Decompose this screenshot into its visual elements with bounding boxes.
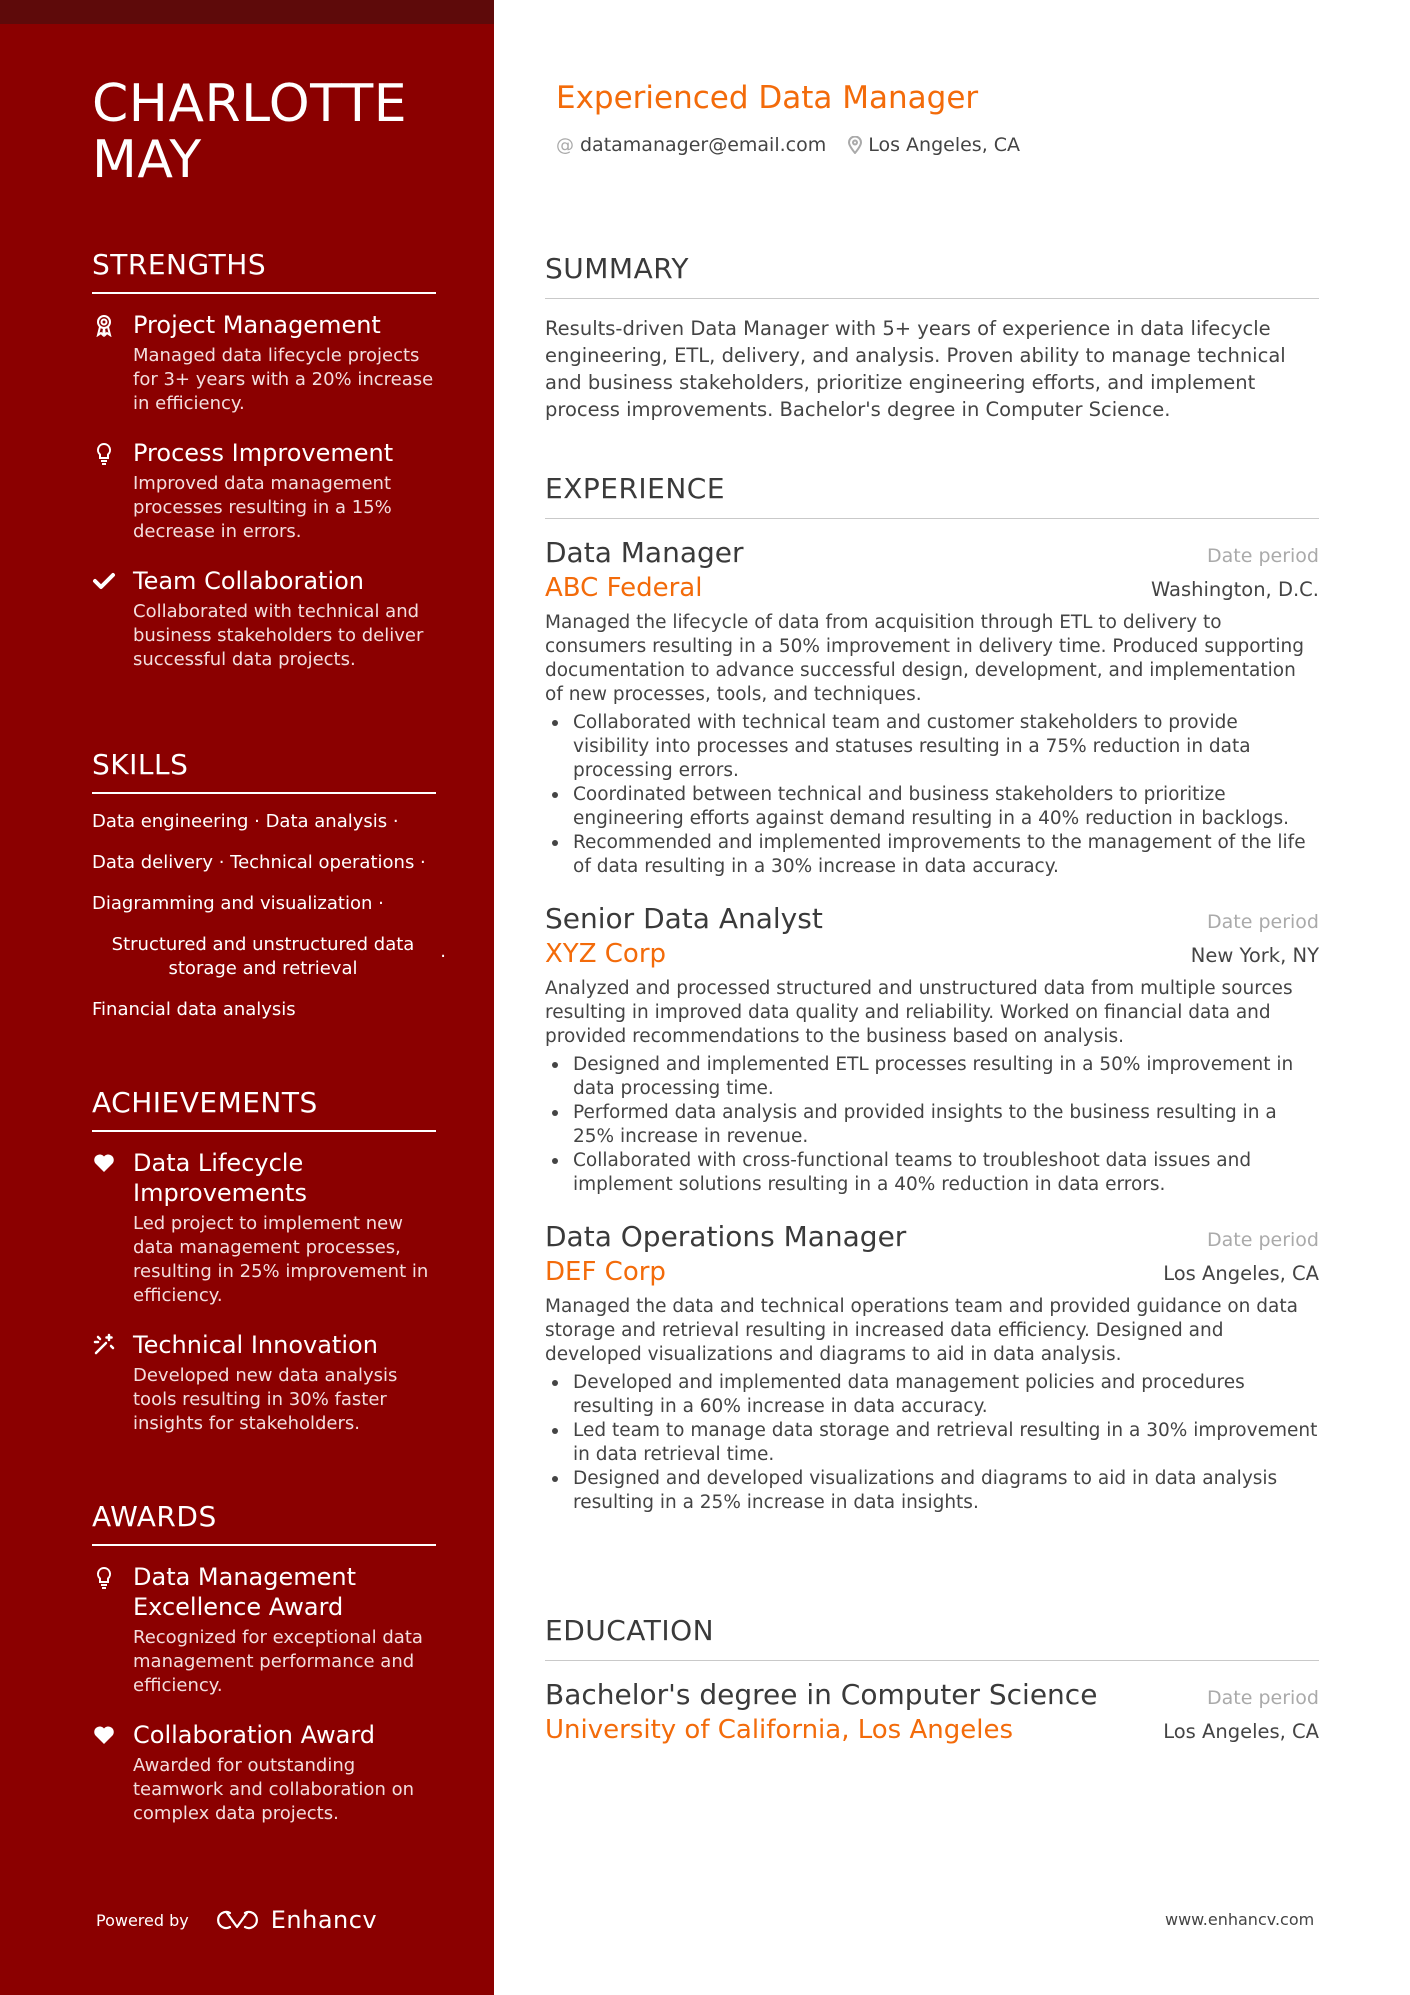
skills-heading: SKILLS xyxy=(92,748,436,794)
achievement-item xyxy=(92,1148,436,1308)
enhancv-brand: Enhancv xyxy=(270,1906,378,1934)
school-location: Los Angeles, CA xyxy=(1163,1720,1319,1743)
email-text: datamanager@email.com xyxy=(580,134,827,156)
job-bullet: Designed and developed visualizations and diagrams to aid in data analysis resulting in a 25% increase in data insights. xyxy=(545,1467,1319,1515)
skill-line xyxy=(92,933,446,981)
achievement-title: Data Lifecycle Improvements xyxy=(133,1149,307,1207)
company-name: DEF Corp xyxy=(545,1257,666,1287)
heart-icon xyxy=(92,1151,116,1175)
strength-desc: Improved data management processes resulting in a 15% decrease in errors. xyxy=(133,473,392,542)
job-description: Managed the lifecycle of data from acquisition through ETL to delivery to consumers resulting in a 50% improvement in delivery time. Produced supporting documentation to advance successful design, development, and implementation of new processes, tools, and techniques. xyxy=(545,612,1305,705)
achievement-item xyxy=(92,1330,436,1436)
sidebar-top-band xyxy=(0,0,494,24)
skill-text: Structured and unstructured data storage and retrieval xyxy=(111,934,415,979)
footer-url[interactable]: www.enhancv.com xyxy=(1165,1910,1315,1929)
sidebar xyxy=(0,0,494,1995)
at-icon: @ xyxy=(556,134,574,156)
contact-email[interactable] xyxy=(556,134,826,156)
achievement-title: Technical Innovation xyxy=(133,1331,378,1359)
job-title: Data Manager xyxy=(545,536,744,569)
experience-entry xyxy=(545,535,1319,879)
lightbulb-icon xyxy=(92,1565,116,1589)
checkmark-icon xyxy=(92,569,116,593)
job-bullet: Designed and implemented ETL processes resulting in a 50% improvement in data processing time. xyxy=(545,1053,1319,1101)
job-date: Date period xyxy=(1207,911,1319,933)
job-bullet: Collaborated with cross-functional teams to troubleshoot data issues and implement solutions resulting in a 40% reduction in data errors. xyxy=(545,1149,1319,1197)
candidate-name: CHARLOTTE MAY xyxy=(92,74,408,190)
award-title: Data Management Excellence Award xyxy=(133,1563,357,1621)
achievements-section xyxy=(92,1086,436,1458)
job-bullet: Collaborated with technical team and customer stakeholders to provide visibility into processes and statuses resulting in a 75% reduction in data processing errors. xyxy=(545,711,1319,783)
job-location: New York, NY xyxy=(1190,944,1319,967)
enhancv-logo-icon xyxy=(215,1908,261,1932)
achievement-desc: Developed new data analysis tools resulting in 30% faster insights for stakeholders. xyxy=(133,1365,398,1434)
job-bullet: Led team to manage data storage and retrieval resulting in a 30% improvement in data retrieval time. xyxy=(545,1419,1319,1467)
awards-heading: AWARDS xyxy=(92,1500,436,1546)
skill-line: Data delivery · Technical operations · xyxy=(92,852,426,873)
strengths-heading: STRENGTHS xyxy=(92,248,436,294)
strength-desc: Collaborated with technical and business stakeholders to deliver successful data projects. xyxy=(133,601,424,670)
award-item xyxy=(92,1562,436,1698)
education-entry xyxy=(545,1677,1319,1747)
magic-wand-icon xyxy=(92,1333,116,1357)
education-heading: EDUCATION xyxy=(545,1614,1319,1661)
achievements-heading: ACHIEVEMENTS xyxy=(92,1086,436,1132)
award-title: Collaboration Award xyxy=(133,1721,376,1749)
strength-title: Process Improvement xyxy=(133,439,394,467)
award-desc: Awarded for outstanding teamwork and collaboration on complex data projects. xyxy=(133,1755,414,1824)
contact-location xyxy=(848,134,1020,156)
award-item xyxy=(92,1720,436,1826)
education-section xyxy=(545,1614,1319,1769)
strength-item xyxy=(92,438,436,544)
job-description: Analyzed and processed structured and unstructured data from multiple sources resulting in improved data quality and reliability. Worked on financial data and provided recommendations to the business based on analysis. xyxy=(545,978,1293,1047)
summary-heading: SUMMARY xyxy=(545,252,1319,299)
degree-title: Bachelor's degree in Computer Science xyxy=(545,1678,1098,1711)
summary-text: Results-driven Data Manager with 5+ years of experience in data lifecycle engineering, ETL, delivery, and analysis. Proven ability to manage technical and business stakeholders, prioritize engineering efforts, and implement process improvements. Bachelor's degree in Computer Science. xyxy=(545,317,1286,421)
achievement-desc: Led project to implement new data management processes, resulting in 25% improvement in efficiency. xyxy=(133,1213,429,1306)
strength-item xyxy=(92,566,436,672)
job-bullets xyxy=(545,1371,1319,1515)
job-title: Data Operations Manager xyxy=(545,1220,907,1253)
strengths-section xyxy=(92,248,436,694)
powered-by xyxy=(96,1906,377,1934)
award-ribbon-icon xyxy=(92,313,116,337)
company-name: ABC Federal xyxy=(545,573,703,603)
job-bullet: Coordinated between technical and business stakeholders to prioritize engineering efforts against demand resulting in a 40% reduction in backlogs. xyxy=(545,783,1319,831)
job-date: Date period xyxy=(1207,545,1319,567)
experience-entry xyxy=(545,901,1319,1197)
award-desc: Recognized for exceptional data management performance and efficiency. xyxy=(133,1627,423,1696)
location-text: Los Angeles, CA xyxy=(868,134,1021,156)
skill-separator: · xyxy=(440,946,446,967)
job-headline: Experienced Data Manager xyxy=(556,80,979,116)
job-location: Los Angeles, CA xyxy=(1163,1262,1319,1285)
job-bullets xyxy=(545,711,1319,879)
skill-line: Financial data analysis xyxy=(92,999,296,1020)
strength-title: Team Collaboration xyxy=(133,567,365,595)
strength-title: Project Management xyxy=(133,311,381,339)
school-name: University of California, Los Angeles xyxy=(545,1715,1014,1745)
job-bullet: Performed data analysis and provided insights to the business resulting in a 25% increase in revenue. xyxy=(545,1101,1319,1149)
enhancv-logo[interactable] xyxy=(215,1906,377,1934)
job-title: Senior Data Analyst xyxy=(545,902,823,935)
job-date: Date period xyxy=(1207,1229,1319,1251)
powered-by-label: Powered by xyxy=(96,1910,189,1930)
company-name: XYZ Corp xyxy=(545,939,667,969)
contact-row xyxy=(556,134,1042,156)
education-date: Date period xyxy=(1207,1687,1319,1709)
experience-heading: EXPERIENCE xyxy=(545,472,1319,519)
skills-section xyxy=(92,748,446,1039)
strength-desc: Managed data lifecycle projects for 3+ years with a 20% increase in efficiency. xyxy=(133,345,434,414)
job-description: Managed the data and technical operations team and provided guidance on data storage and retrieval resulting in increased data efficiency. Designed and developed visualizations and diagrams to aid in data analysis. xyxy=(545,1296,1298,1365)
heart-icon xyxy=(92,1723,116,1747)
experience-entry xyxy=(545,1219,1319,1515)
skill-line: Diagramming and visualization · xyxy=(92,893,384,914)
job-bullet: Developed and implemented data management policies and procedures resulting in a 60% increase in data accuracy. xyxy=(545,1371,1319,1419)
strength-item xyxy=(92,310,436,416)
skill-line: Data engineering · Data analysis · xyxy=(92,811,399,832)
job-bullets xyxy=(545,1053,1319,1197)
job-bullet: Recommended and implemented improvements to the management of the life of data resulting in a 30% increase in data accuracy. xyxy=(545,831,1319,879)
lightbulb-icon xyxy=(92,441,116,465)
experience-section xyxy=(545,472,1319,1537)
location-pin-icon xyxy=(848,136,862,154)
awards-section xyxy=(92,1500,436,1848)
job-location: Washington, D.C. xyxy=(1150,578,1319,601)
summary-section xyxy=(545,252,1319,423)
